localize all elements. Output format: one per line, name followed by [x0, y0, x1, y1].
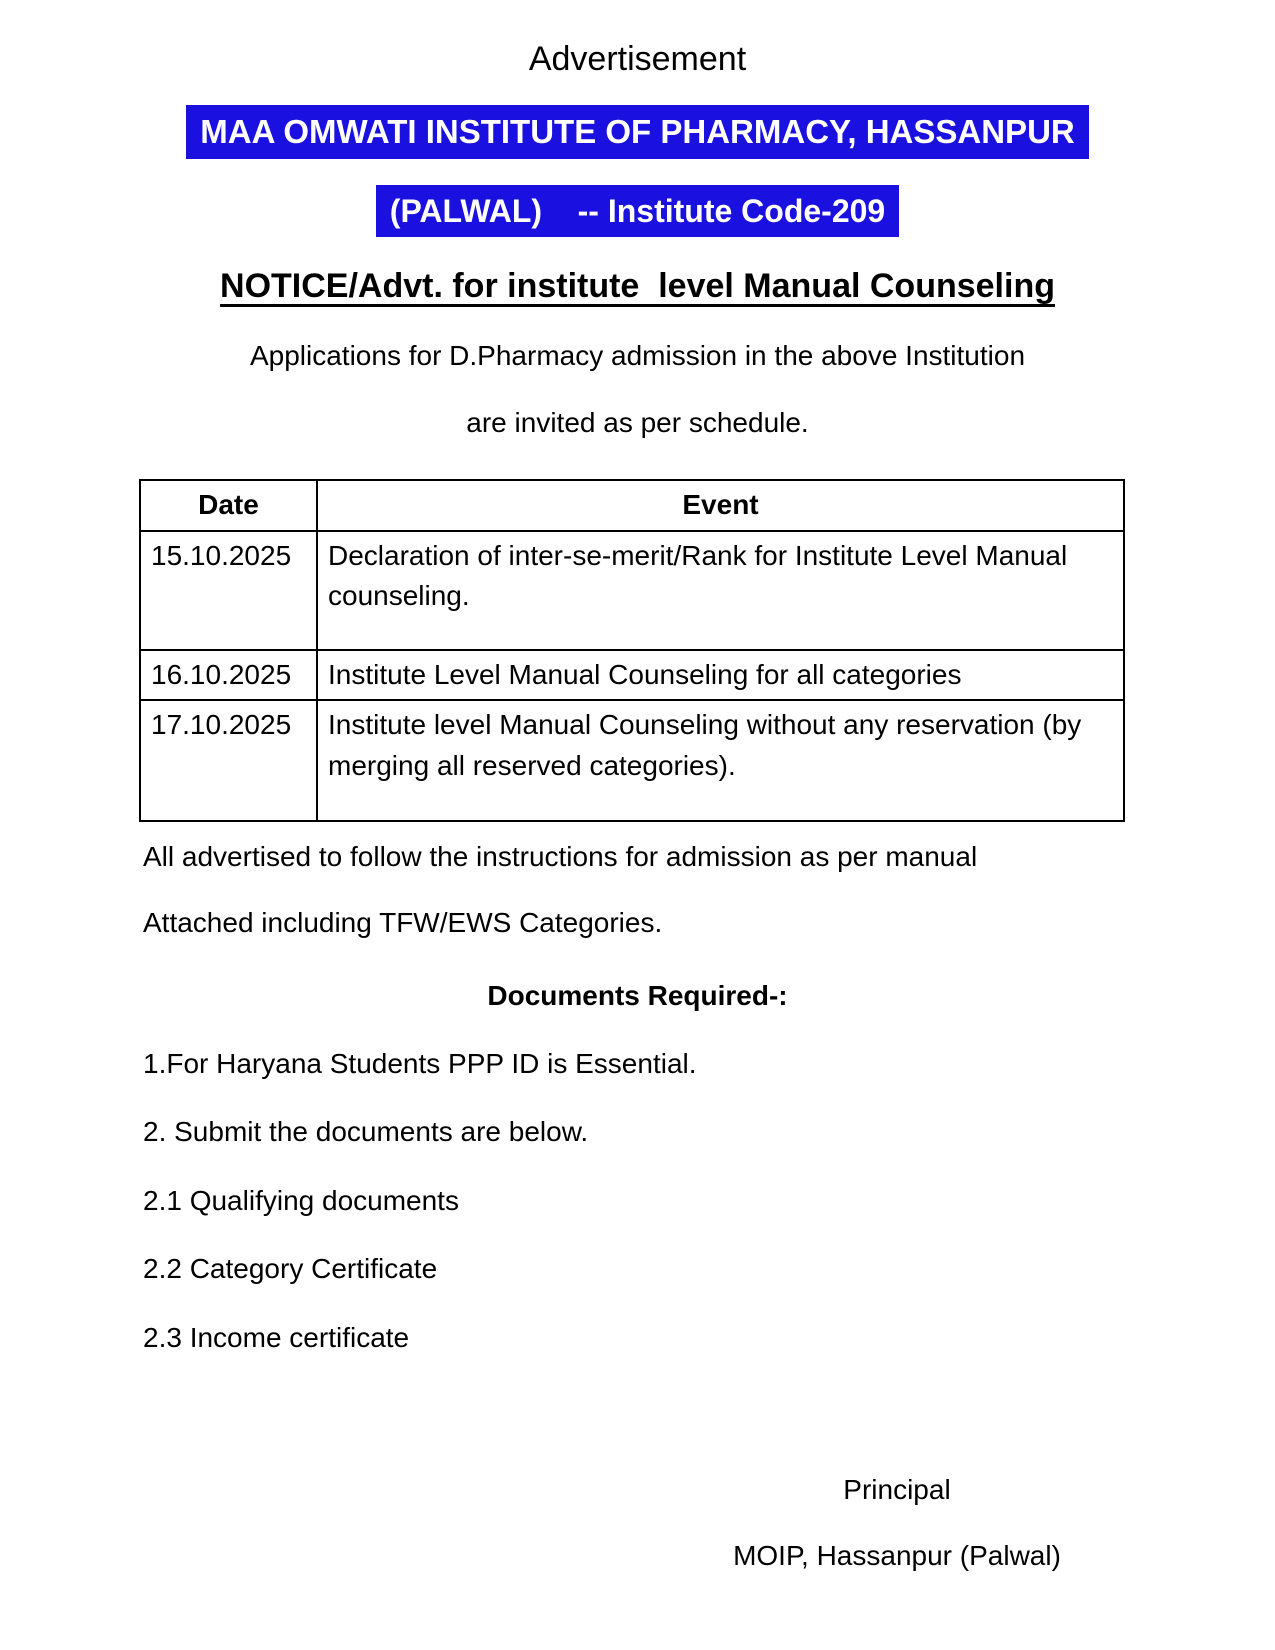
- notice-heading: NOTICE/Advt. for institute level Manual Counseling: [220, 266, 1055, 305]
- document-item-2-3: 2.3 Income certificate: [143, 1321, 410, 1353]
- instructions-line-1: All advertised to follow the instructions for admission as per manual: [143, 841, 978, 873]
- institute-heading-row-1: [143, 79, 1132, 159]
- table-row: [140, 650, 1124, 701]
- signatory-title: Principal: [843, 1473, 951, 1505]
- document-item-1: 1.For Haryana Students PPP ID is Essential.: [143, 1047, 697, 1079]
- table-row: [140, 531, 1124, 650]
- column-header-date: Date: [140, 480, 317, 531]
- institute-code-highlight: (PALWAL) -- Institute Code-209: [376, 185, 899, 237]
- document-item-2: 2. Submit the documents are below.: [143, 1116, 589, 1148]
- column-header-event: Event: [317, 480, 1124, 531]
- institute-name-highlight: MAA OMWATI INSTITUTE OF PHARMACY, HASSANPUR: [186, 105, 1088, 159]
- document-item-2-2: 2.2 Category Certificate: [143, 1253, 438, 1285]
- document-title: Advertisement: [528, 40, 747, 78]
- event-cell: Declaration of inter-se-merit/Rank for Institute Level Manual counseling.: [317, 531, 1124, 650]
- schedule-table: [139, 479, 1125, 822]
- documents-required-heading: Documents Required-:: [487, 979, 788, 1011]
- event-cell: Institute Level Manual Counseling for all categories: [317, 650, 1124, 701]
- schedule-table-header-row: [140, 480, 1124, 531]
- institute-heading-row-2: [143, 159, 1132, 237]
- event-cell: Institute level Manual Counseling without any reservation (by merging all reserved categories).: [317, 700, 1124, 821]
- instructions-line-2: Attached including TFW/EWS Categories.: [143, 906, 663, 938]
- table-row: [140, 700, 1124, 821]
- intro-line-1: Applications for D.Pharmacy admission in the above Institution: [249, 339, 1026, 371]
- date-cell: 15.10.2025: [140, 531, 317, 650]
- signatory-organization: MOIP, Hassanpur (Palwal): [733, 1540, 1061, 1572]
- intro-line-2: are invited as per schedule.: [466, 406, 809, 438]
- document-item-2-1: 2.1 Qualifying documents: [143, 1184, 459, 1216]
- signature-block: [662, 1473, 1132, 1573]
- date-cell: 17.10.2025: [140, 700, 317, 821]
- date-cell: 16.10.2025: [140, 650, 317, 701]
